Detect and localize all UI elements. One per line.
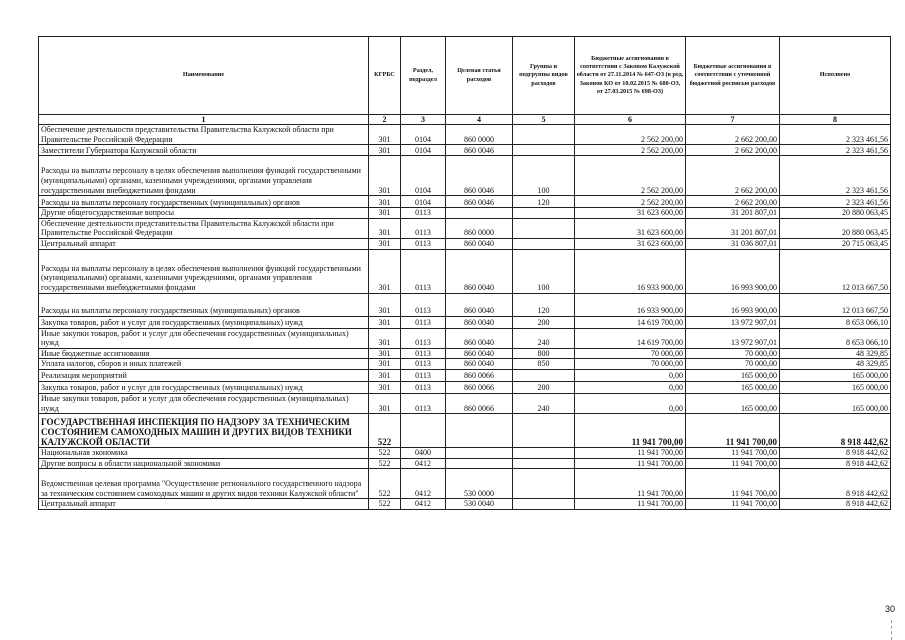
cell-csr: 860 0040 xyxy=(446,359,513,370)
cell-law: 31 623 600,00 xyxy=(575,218,686,238)
cell-done: 12 013 667,50 xyxy=(780,249,891,293)
cell-spec: 31 036 807,01 xyxy=(686,238,780,249)
cell-vr xyxy=(513,218,575,238)
cell-done: 8 918 442,62 xyxy=(780,414,891,448)
cell-vr xyxy=(513,458,575,469)
cell-name: Другие общегосударственные вопросы xyxy=(39,208,369,219)
cell-razdel xyxy=(401,414,446,448)
cell-kgrbs: 301 xyxy=(369,249,401,293)
cell-kgrbs: 301 xyxy=(369,328,401,348)
cell-name: Обеспечение деятельности представительства Правительства Калужской области при Правительстве Российской Федерации xyxy=(39,125,369,145)
cell-law: 11 941 700,00 xyxy=(575,469,686,499)
cell-done: 20 880 063,45 xyxy=(780,218,891,238)
cell-kgrbs: 301 xyxy=(369,208,401,219)
cell-vr xyxy=(513,125,575,145)
cell-csr: 860 0000 xyxy=(446,218,513,238)
cell-csr: 530 0040 xyxy=(446,499,513,510)
cell-kgrbs: 301 xyxy=(369,359,401,370)
cell-law: 11 941 700,00 xyxy=(575,414,686,448)
cell-name: Расходы на выплаты персоналу в целях обеспечения выполнения функций государственными (муниципальными) органами, казенными учреждениями, органами управления государственными внебюджетными фондами xyxy=(39,156,369,196)
cell-vr xyxy=(513,369,575,381)
cell-spec: 11 941 700,00 xyxy=(686,458,780,469)
cell-vr: 800 xyxy=(513,348,575,359)
cell-name: Реализация мероприятий xyxy=(39,369,369,381)
cell-csr: 860 0046 xyxy=(446,145,513,156)
table-row xyxy=(39,156,891,196)
table-row xyxy=(39,238,891,249)
cell-name: Иные закупки товаров, работ и услуг для обеспечения государственных (муниципальных) нужд xyxy=(39,393,369,413)
table-row xyxy=(39,381,891,393)
cell-csr: 860 0040 xyxy=(446,238,513,249)
cell-csr: 860 0040 xyxy=(446,293,513,316)
cell-name: Ведомственная целевая программа "Осуществление регионального государственного надзора за техническим состоянием самоходных машин и других видов техники Калужской области" xyxy=(39,469,369,499)
table-body xyxy=(39,125,891,510)
cell-vr: 240 xyxy=(513,393,575,413)
cell-razdel: 0113 xyxy=(401,249,446,293)
cell-csr: 860 0040 xyxy=(446,316,513,328)
column-number: 2 xyxy=(369,115,401,125)
cell-name: Заместители Губернатора Калужской области xyxy=(39,145,369,156)
table-row xyxy=(39,196,891,208)
cell-kgrbs: 522 xyxy=(369,458,401,469)
cell-vr xyxy=(513,414,575,448)
column-number: 1 xyxy=(39,115,369,125)
cell-spec: 165 000,00 xyxy=(686,381,780,393)
cell-vr xyxy=(513,145,575,156)
cell-spec: 70 000,00 xyxy=(686,359,780,370)
cell-razdel: 0113 xyxy=(401,316,446,328)
cell-spec: 16 993 900,00 xyxy=(686,293,780,316)
header-razdel: Раздел, подраздел xyxy=(401,37,446,115)
cell-done: 2 323 461,56 xyxy=(780,156,891,196)
cell-kgrbs: 301 xyxy=(369,145,401,156)
cell-csr xyxy=(446,448,513,459)
cell-razdel: 0104 xyxy=(401,125,446,145)
table-row xyxy=(39,469,891,499)
cell-razdel: 0113 xyxy=(401,238,446,249)
cell-csr xyxy=(446,414,513,448)
cell-kgrbs: 301 xyxy=(369,393,401,413)
cell-kgrbs: 522 xyxy=(369,499,401,510)
header-law: Бюджетные ассигнования в соответствии с Законом Калужской области от 27.11.2014 № 647-ОЗ (в ред. Законов КО от 10.02.2015 № 680-ОЗ, от 27.03.2015 № 698-ОЗ) xyxy=(575,37,686,115)
cell-spec: 16 993 900,00 xyxy=(686,249,780,293)
cell-vr: 100 xyxy=(513,156,575,196)
cell-done: 48 329,85 xyxy=(780,359,891,370)
cell-name: Национальная экономика xyxy=(39,448,369,459)
cell-kgrbs: 522 xyxy=(369,448,401,459)
cell-spec: 11 941 700,00 xyxy=(686,469,780,499)
cell-name: Закупка товаров, работ и услуг для государственных (муниципальных) нужд xyxy=(39,316,369,328)
cell-csr xyxy=(446,458,513,469)
column-number-row xyxy=(39,115,891,125)
cell-csr: 860 0040 xyxy=(446,328,513,348)
cell-law: 70 000,00 xyxy=(575,348,686,359)
cell-done: 12 013 667,50 xyxy=(780,293,891,316)
cell-law: 0,00 xyxy=(575,393,686,413)
cell-name: Расходы на выплаты персоналу в целях обеспечения выполнения функций государственными (муниципальными) органами, казенными учреждениями, органами управления государственными внебюджетными фондами xyxy=(39,249,369,293)
table-row xyxy=(39,328,891,348)
cell-spec: 165 000,00 xyxy=(686,393,780,413)
cell-name: Центральный аппарат xyxy=(39,499,369,510)
cell-spec: 13 972 907,01 xyxy=(686,316,780,328)
table-row xyxy=(39,348,891,359)
cell-razdel: 0400 xyxy=(401,448,446,459)
column-number: 8 xyxy=(780,115,891,125)
cell-vr: 200 xyxy=(513,316,575,328)
cell-spec: 11 941 700,00 xyxy=(686,499,780,510)
cell-spec: 31 201 807,01 xyxy=(686,218,780,238)
cell-kgrbs: 301 xyxy=(369,348,401,359)
cell-name: Расходы на выплаты персоналу государственных (муниципальных) органов xyxy=(39,196,369,208)
cell-law: 31 623 600,00 xyxy=(575,238,686,249)
cell-spec: 70 000,00 xyxy=(686,348,780,359)
cell-done: 2 323 461,56 xyxy=(780,125,891,145)
cell-vr xyxy=(513,238,575,249)
table-row xyxy=(39,145,891,156)
cell-law: 70 000,00 xyxy=(575,359,686,370)
table-row xyxy=(39,448,891,459)
cell-csr: 860 0066 xyxy=(446,369,513,381)
header-done: Исполнено xyxy=(780,37,891,115)
cell-law: 14 619 700,00 xyxy=(575,316,686,328)
header-name: Наименование xyxy=(39,37,369,115)
column-number: 6 xyxy=(575,115,686,125)
cell-kgrbs: 301 xyxy=(369,156,401,196)
cell-razdel: 0113 xyxy=(401,369,446,381)
cell-done: 165 000,00 xyxy=(780,381,891,393)
cell-law: 16 933 900,00 xyxy=(575,293,686,316)
cell-name: Иные закупки товаров, работ и услуг для обеспечения государственных (муниципальных) нужд xyxy=(39,328,369,348)
cell-name: Центральный аппарат xyxy=(39,238,369,249)
cell-done: 48 329,85 xyxy=(780,348,891,359)
cell-vr: 120 xyxy=(513,196,575,208)
cell-done: 20 715 063,45 xyxy=(780,238,891,249)
header-vr: Группы и подгруппы видов расходов xyxy=(513,37,575,115)
cell-csr: 860 0066 xyxy=(446,393,513,413)
cell-law: 11 941 700,00 xyxy=(575,448,686,459)
cell-csr: 860 0046 xyxy=(446,156,513,196)
cell-vr: 120 xyxy=(513,293,575,316)
cell-razdel: 0113 xyxy=(401,328,446,348)
cell-spec: 2 662 200,00 xyxy=(686,156,780,196)
header-kgrbs: КГРБС xyxy=(369,37,401,115)
cell-name: Иные бюджетные ассигнования xyxy=(39,348,369,359)
cell-law: 2 562 200,00 xyxy=(575,125,686,145)
cell-vr: 200 xyxy=(513,381,575,393)
cell-kgrbs: 301 xyxy=(369,293,401,316)
cell-done: 8 918 442,62 xyxy=(780,448,891,459)
column-number: 3 xyxy=(401,115,446,125)
cell-kgrbs: 301 xyxy=(369,238,401,249)
cell-vr xyxy=(513,448,575,459)
cell-name: Закупка товаров, работ и услуг для государственных (муниципальных) нужд xyxy=(39,381,369,393)
table-row xyxy=(39,249,891,293)
cell-done: 2 323 461,56 xyxy=(780,196,891,208)
table-row xyxy=(39,316,891,328)
cell-spec: 2 662 200,00 xyxy=(686,196,780,208)
cell-law: 16 933 900,00 xyxy=(575,249,686,293)
cell-spec: 2 662 200,00 xyxy=(686,145,780,156)
column-number: 7 xyxy=(686,115,780,125)
cell-done: 20 880 063,45 xyxy=(780,208,891,219)
cell-done: 8 918 442,62 xyxy=(780,458,891,469)
cell-kgrbs: 301 xyxy=(369,369,401,381)
cell-razdel: 0412 xyxy=(401,469,446,499)
page-number: 30 xyxy=(884,604,895,614)
cell-csr: 860 0000 xyxy=(446,125,513,145)
column-number: 4 xyxy=(446,115,513,125)
cell-done: 165 000,00 xyxy=(780,369,891,381)
cell-razdel: 0113 xyxy=(401,348,446,359)
cell-spec: 165 000,00 xyxy=(686,369,780,381)
cell-spec: 11 941 700,00 xyxy=(686,414,780,448)
cell-razdel: 0104 xyxy=(401,196,446,208)
cell-law: 14 619 700,00 xyxy=(575,328,686,348)
cell-law: 11 941 700,00 xyxy=(575,458,686,469)
cell-razdel: 0104 xyxy=(401,145,446,156)
cell-kgrbs: 301 xyxy=(369,381,401,393)
cell-razdel: 0113 xyxy=(401,218,446,238)
cell-kgrbs: 522 xyxy=(369,414,401,448)
cell-spec: 13 972 907,01 xyxy=(686,328,780,348)
table-row xyxy=(39,359,891,370)
budget-table xyxy=(38,36,891,510)
cell-csr: 860 0066 xyxy=(446,381,513,393)
table-row xyxy=(39,125,891,145)
cell-kgrbs: 301 xyxy=(369,196,401,208)
cell-law: 11 941 700,00 xyxy=(575,499,686,510)
cell-vr xyxy=(513,499,575,510)
cell-csr: 860 0040 xyxy=(446,348,513,359)
cell-done: 8 653 066,10 xyxy=(780,328,891,348)
cell-done: 8 918 442,62 xyxy=(780,499,891,510)
cell-kgrbs: 301 xyxy=(369,218,401,238)
cell-csr xyxy=(446,208,513,219)
cell-razdel: 0113 xyxy=(401,359,446,370)
cell-kgrbs: 301 xyxy=(369,316,401,328)
cell-razdel: 0113 xyxy=(401,393,446,413)
cell-vr xyxy=(513,469,575,499)
table-row xyxy=(39,458,891,469)
table-row xyxy=(39,393,891,413)
cell-razdel: 0412 xyxy=(401,458,446,469)
column-number: 5 xyxy=(513,115,575,125)
cell-csr: 860 0046 xyxy=(446,196,513,208)
cell-law: 0,00 xyxy=(575,369,686,381)
cell-name: Другие вопросы в области национальной экономики xyxy=(39,458,369,469)
table-row xyxy=(39,414,891,448)
cell-law: 2 562 200,00 xyxy=(575,196,686,208)
cell-name: Уплата налогов, сборов и иных платежей xyxy=(39,359,369,370)
cell-done: 8 653 066,10 xyxy=(780,316,891,328)
page-edge-mark xyxy=(891,620,893,640)
table-row xyxy=(39,218,891,238)
cell-spec: 31 201 807,01 xyxy=(686,208,780,219)
cell-name: Обеспечение деятельности представительства Правительства Калужской области при Правительстве Российской Федерации xyxy=(39,218,369,238)
cell-spec: 11 941 700,00 xyxy=(686,448,780,459)
cell-law: 31 623 600,00 xyxy=(575,208,686,219)
cell-vr xyxy=(513,208,575,219)
cell-name: ГОСУДАРСТВЕННАЯ ИНСПЕКЦИЯ ПО НАДЗОРУ ЗА ТЕХНИЧЕСКИМ СОСТОЯНИЕМ САМОХОДНЫХ МАШИН И ДРУГИХ ВИДОВ ТЕХНИКИ КАЛУЖСКОЙ ОБЛАСТИ xyxy=(39,414,369,448)
cell-law: 2 562 200,00 xyxy=(575,156,686,196)
cell-spec: 2 662 200,00 xyxy=(686,125,780,145)
cell-kgrbs: 522 xyxy=(369,469,401,499)
table-row xyxy=(39,293,891,316)
cell-vr: 850 xyxy=(513,359,575,370)
table-row xyxy=(39,499,891,510)
cell-csr: 860 0040 xyxy=(446,249,513,293)
table-row xyxy=(39,369,891,381)
cell-vr: 240 xyxy=(513,328,575,348)
cell-csr: 530 0000 xyxy=(446,469,513,499)
cell-name: Расходы на выплаты персоналу государственных (муниципальных) органов xyxy=(39,293,369,316)
cell-law: 2 562 200,00 xyxy=(575,145,686,156)
cell-done: 8 918 442,62 xyxy=(780,469,891,499)
cell-kgrbs: 301 xyxy=(369,125,401,145)
header-spec: Бюджетные ассигнования в соответствии с уточненной бюджетной росписью расходов xyxy=(686,37,780,115)
cell-law: 0,00 xyxy=(575,381,686,393)
cell-razdel: 0412 xyxy=(401,499,446,510)
header-csr: Целевая статья расходов xyxy=(446,37,513,115)
cell-done: 165 000,00 xyxy=(780,393,891,413)
header-row xyxy=(39,37,891,115)
cell-razdel: 0104 xyxy=(401,156,446,196)
cell-vr: 100 xyxy=(513,249,575,293)
table-row xyxy=(39,208,891,219)
cell-razdel: 0113 xyxy=(401,208,446,219)
cell-razdel: 0113 xyxy=(401,381,446,393)
cell-done: 2 323 461,56 xyxy=(780,145,891,156)
cell-razdel: 0113 xyxy=(401,293,446,316)
